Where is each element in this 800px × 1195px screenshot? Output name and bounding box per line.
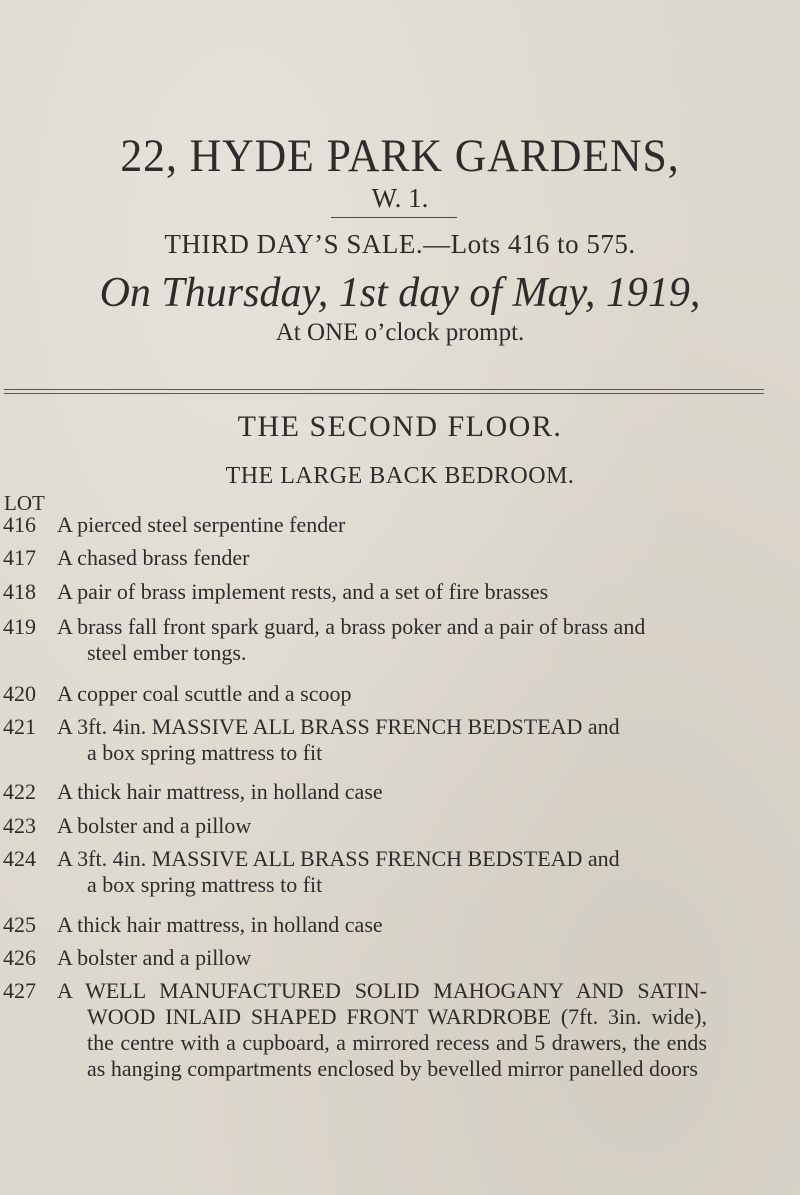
lot-description-text: A WELL MANUFACTURED SOLID MAHOGANY AND SATIN-WOOD INLAID SHAPED FRONT WARDROBE (7ft. 3in. wide), the centre with a cupboard, a mirrored recess and 5 drawers, the ends as hanging compartments enclosed by bevelled mirror panelled doors: [57, 978, 707, 1081]
lot-number: 420: [3, 681, 36, 706]
lot-description-line: A 3ft. 4in. MASSIVE ALL BRASS FRENCH BEDSTEAD and: [57, 846, 620, 871]
lot-description-line: A bolster and a pillow: [57, 945, 252, 970]
lot-description-line: steel ember tongs.: [87, 640, 247, 665]
sale-heading: THIRD DAY’S SALE.—Lots 416 to 575.: [164, 229, 636, 259]
lot-description-line: A thick hair mattress, in holland case: [57, 779, 383, 804]
lot-number: 425: [3, 912, 36, 937]
sale-date: On Thursday, 1st day of May, 1919,: [99, 270, 701, 316]
lot-number: 423: [3, 813, 36, 838]
lot-description-line: A pierced steel serpentine fender: [57, 512, 346, 537]
lot-description-line: A brass fall front spark guard, a brass poker and a pair of brass and: [57, 614, 646, 639]
lot-description: [57, 846, 657, 898]
room-heading: THE LARGE BACK BEDROOM.: [225, 463, 575, 489]
sale-time: At ONE o’clock prompt.: [275, 319, 525, 346]
lot-description: [57, 545, 657, 571]
lot-description: [57, 912, 657, 938]
lot-description: [57, 714, 657, 766]
lot-description-line: a box spring mattress to fit: [87, 740, 323, 765]
lot-description-line: a box spring mattress to fit: [87, 872, 323, 897]
lot-description: [57, 978, 707, 1082]
lot-number: 416: [3, 512, 36, 537]
lot-description: [57, 579, 657, 605]
lot-number: 417: [3, 545, 36, 570]
lot-number: 419: [3, 614, 36, 639]
lot-number: 422: [3, 779, 36, 804]
lot-number: 426: [3, 945, 36, 970]
lot-number: 427: [3, 978, 36, 1003]
lot-description-line: A chased brass fender: [57, 545, 250, 570]
double-rule-top: [4, 389, 764, 390]
double-rule-bottom: [4, 393, 764, 394]
lot-description-line: A bolster and a pillow: [57, 813, 252, 838]
postal-district: W. 1.: [371, 183, 429, 213]
lot-description-line: A 3ft. 4in. MASSIVE ALL BRASS FRENCH BEDSTEAD and: [57, 714, 620, 739]
lot-number: 421: [3, 714, 36, 739]
lot-number: 424: [3, 846, 36, 871]
lot-description: [57, 681, 657, 707]
lot-description-line: A thick hair mattress, in holland case: [57, 912, 383, 937]
short-divider: [331, 217, 457, 218]
lot-description: [57, 512, 657, 538]
lot-description: [57, 779, 657, 805]
lot-description: [57, 614, 657, 666]
page-title: 22, HYDE PARK GARDENS,: [120, 130, 680, 182]
lot-description-line: A pair of brass implement rests, and a set of fire brasses: [57, 579, 549, 604]
lot-column-header: LOT: [4, 491, 45, 515]
lot-description: [57, 813, 657, 839]
lot-description: [57, 945, 657, 971]
floor-heading: THE SECOND FLOOR.: [237, 410, 563, 443]
lot-description-line: A copper coal scuttle and a scoop: [57, 681, 352, 706]
lot-number: 418: [3, 579, 36, 604]
